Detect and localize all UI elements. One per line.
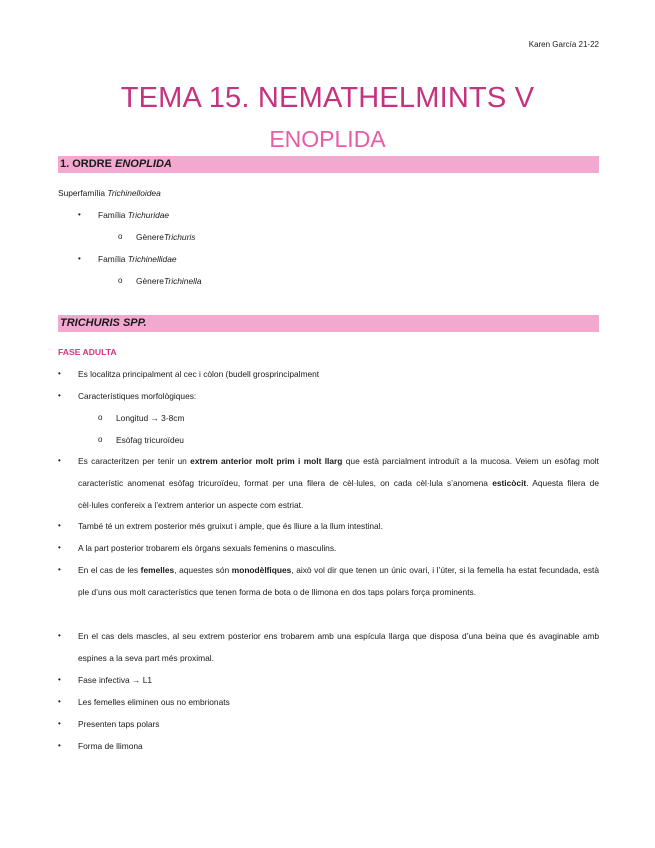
bullet-marker: • — [58, 741, 61, 750]
bullet-text: Fase infectiva → L1 — [78, 675, 153, 685]
family-name: Trichuridae — [127, 210, 170, 220]
author-header: Karen García 21-22 — [528, 40, 599, 49]
bullet-text: Característiques morfològiques: — [78, 391, 197, 401]
bullet-text: A la part posterior trobarem els òrgans sexuals femenins o masculins. — [78, 543, 337, 553]
bold-run: extrem anterior molt prim i molt llarg — [190, 456, 343, 466]
bold-run: monodèlfiques — [231, 565, 292, 575]
bullet-text: També té un extrem posterior més gruixut i ample, que és lliure a la llum intestinal. — [78, 521, 383, 531]
bullet-text: Forma de llimona — [78, 741, 143, 751]
sub-text: Esòfag tricuroïdeu — [116, 435, 184, 445]
heading-prefix: 1. ORDRE — [60, 158, 116, 170]
section-heading-trichuris — [58, 315, 599, 332]
bullet-paragraph — [78, 450, 599, 516]
text-run: que està parcialment introduït a la mucosa. Veiem un esòfag molt característic anomenat esòfag tricuroïdeu, format per una filera de cèl·lules, on cada cèl·lula s’anomena — [78, 456, 599, 488]
bullet-marker: • — [58, 543, 61, 552]
bullet-marker: • — [58, 521, 61, 530]
bullet-marker: • — [58, 675, 61, 684]
genus-name: Trichuris — [163, 232, 196, 242]
genus-label: Gènere — [136, 232, 164, 242]
page-subtitle: ENOPLIDA — [269, 126, 386, 152]
text-run: Es caracteritzen per tenir un — [78, 456, 191, 466]
heading-italic: TRICHURIS SPP. — [60, 317, 147, 329]
genus-name: Trichinella — [163, 276, 202, 286]
text-run: , aquestes són — [174, 565, 232, 575]
bullet-marker: • — [58, 456, 61, 465]
bullet-marker: • — [58, 631, 61, 640]
genus-item — [136, 232, 195, 242]
bullet-marker: • — [78, 210, 81, 219]
family-label: Família — [98, 254, 128, 264]
page-title: TEMA 15. NEMATHELMINTS V — [120, 82, 535, 114]
genus-item — [136, 276, 201, 286]
bold-run: esticòcit — [492, 478, 527, 488]
bullet-marker: • — [58, 391, 61, 400]
bullet-marker: • — [58, 697, 61, 706]
sub-marker: o — [118, 276, 123, 285]
family-label: Família — [98, 210, 128, 220]
superfamily-name: Trichinelloidea — [107, 188, 161, 198]
bullet-text: Les femelles eliminen ous no embrionats — [78, 697, 230, 707]
section-heading-ordre — [58, 156, 599, 173]
text-run: . Aquesta filera de cèl·lules confereix a l’extrem anterior un aspecte com estriat. — [78, 478, 599, 510]
heading-italic: ENOPLIDA — [115, 158, 172, 170]
family-item — [98, 210, 169, 220]
sub-marker: o — [98, 413, 103, 422]
sub-marker: o — [118, 232, 123, 241]
text-run: , això vol dir que tenen un únic ovari, i l’úter, si la femella ha estat fecundada, està ple d’uns ous molt característics que tenen forma de bota o de llimona en dos taps polars força prominents. — [78, 565, 599, 597]
family-name: Trichinellidae — [127, 254, 177, 264]
sub-text: Longitud → 3-8cm — [116, 413, 185, 423]
superfamily-label: Superfamília — [58, 188, 108, 198]
family-item — [98, 254, 177, 264]
bullet-text: Es localitza principalment al cec i còlon (budell grosprincipalment — [78, 369, 320, 379]
bullet-marker: • — [58, 719, 61, 728]
bullet-marker: • — [58, 369, 61, 378]
bullet-marker: • — [78, 254, 81, 263]
bullet-text: Presenten taps polars — [78, 719, 160, 729]
bullet-paragraph: En el cas dels mascles, al seu extrem posterior ens trobarem amb una espícula llarga que disposa d’una beina que és avaginable amb espines a la seva part més proximal. — [78, 631, 599, 663]
bold-run: femelles — [140, 565, 175, 575]
genus-label: Gènere — [136, 276, 164, 286]
bullet-paragraph — [78, 559, 599, 603]
fase-adulta-heading: FASE ADULTA — [58, 347, 117, 357]
text-run: En el cas de les — [78, 565, 141, 575]
sub-marker: o — [98, 435, 103, 444]
bullet-marker: • — [58, 565, 61, 574]
superfamily-line — [58, 188, 161, 198]
